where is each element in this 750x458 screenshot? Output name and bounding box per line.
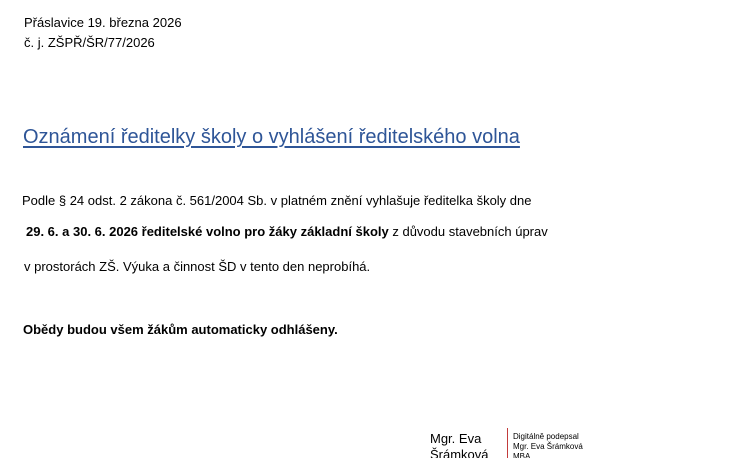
digital-signature-line-2: Mgr. Eva Šrámková [513, 442, 583, 451]
signature-name-line-2: Šrámková [430, 447, 489, 458]
paragraph-line-3: v prostorách ZŠ. Výuka a činnost ŠD v tento den neprobíhá. [24, 259, 371, 274]
signature-divider [507, 428, 508, 458]
signature-name-line-1: Mgr. Eva [430, 431, 482, 446]
paragraph-line-2 [26, 224, 548, 240]
digital-signature-line-3: MBA [513, 452, 531, 458]
page-title: Oznámení ředitelky školy o vyhlášení ředitelského volna [23, 126, 520, 148]
paragraph-line-1: Podle § 24 odst. 2 zákona č. 561/2004 Sb. v platném znění vyhlašuje ředitelka školy dne [22, 193, 532, 208]
lunch-notice: Obědy budou všem žákům automaticky odhlášeny. [23, 322, 338, 337]
reference-number: č. j. ZŠPŘ/ŠR/77/2026 [24, 35, 155, 50]
digital-signature-line-1: Digitálně podepsal [513, 432, 579, 441]
place-date: Přáslavice 19. března 2026 [24, 15, 182, 30]
paragraph-line-2-rest: z důvodu stavebních úprav [388, 224, 548, 239]
holiday-dates: 29. 6. a 30. 6. 2026 ředitelské volno pro žáky základní školy [26, 224, 389, 239]
